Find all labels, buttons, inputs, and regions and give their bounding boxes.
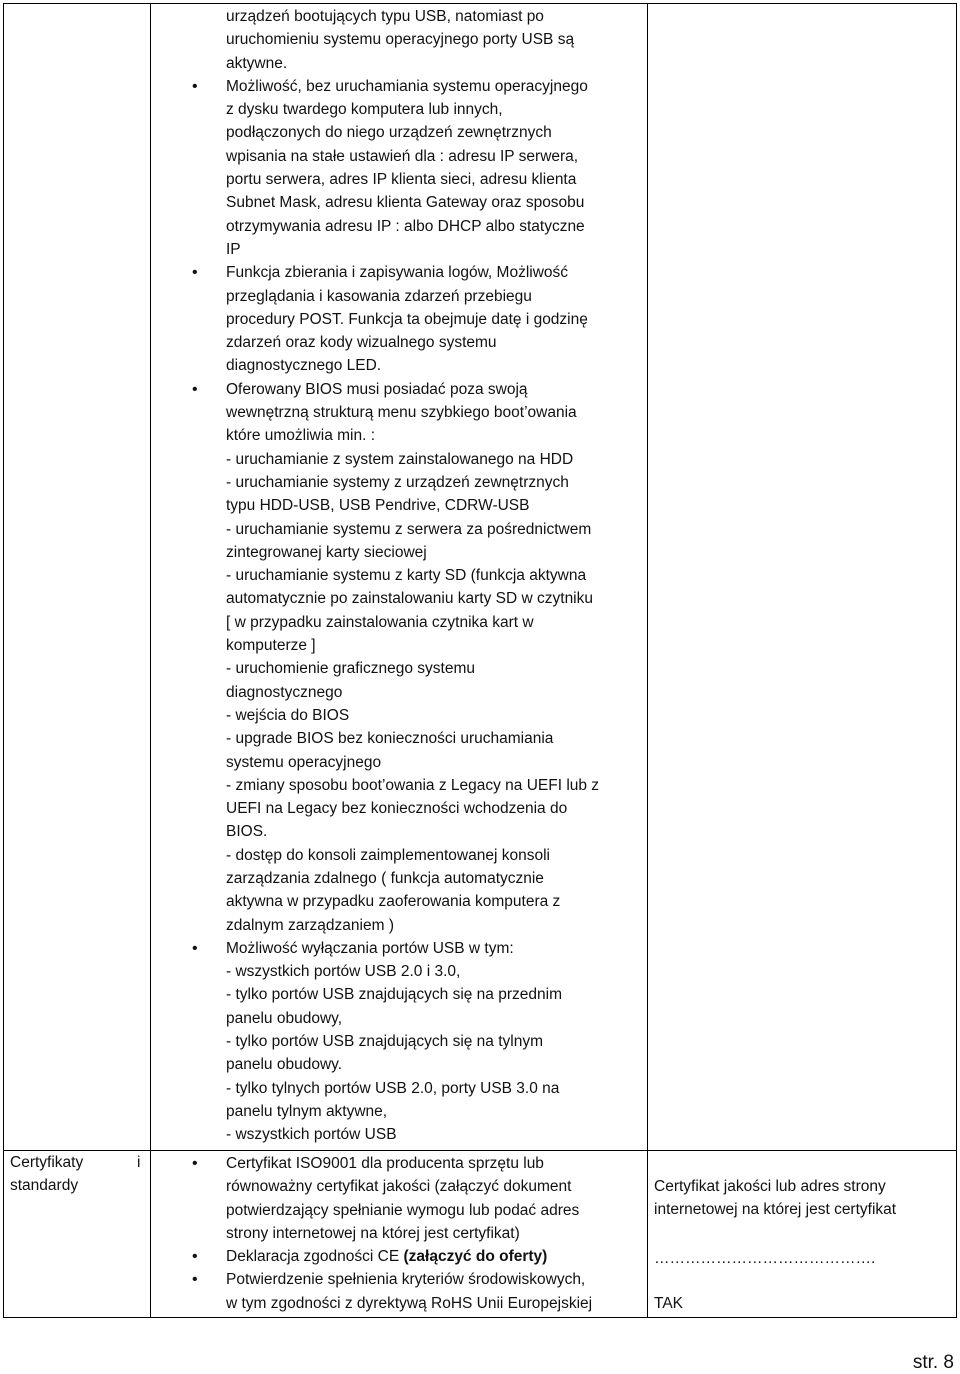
row2-response: Certyfikat jakości lub adres strony internetowej na której jest certyfikat bbox=[654, 1178, 897, 1219]
bullet-dot-icon: • bbox=[192, 380, 198, 398]
response-placeholder-dots: ……………………………………. bbox=[654, 1250, 876, 1267]
bullet-usb-disable: • Możliwość wyłączania portów USB w tym: - wszystkich portów USB 2.0 i 3.0, - tylko portów USB znajdujących się na przednim panelu obudowy, - tylko portów USB znajdujących się na tylnym panelu obudowy. - tylko tylnych portów USB 2.0, porty USB 3.0 na panelu tylnym aktywne, - wszystkich portów USB bbox=[226, 937, 642, 1147]
table-row-divider bbox=[3, 1150, 957, 1151]
row2-description bbox=[192, 1152, 642, 1315]
table-border-bottom bbox=[3, 1317, 957, 1318]
bullet-dot-icon: • bbox=[192, 77, 198, 95]
bullet-logs: • Funkcja zbierania i zapisywania logów, Możliwość przeglądania i kasowania zdarzeń przebiegu procedury POST. Funkcja ta obejmuje datę i godzinę zdarzeń oraz kody wizualnego systemu diagnostycznego LED. bbox=[226, 261, 642, 377]
bullet-iso-certificate: • Certyfikat ISO9001 dla producenta sprzętu lub równoważny certyfikat jakości (załączyć dokument potwierdzający spełnianie wymogu lub podać adres strony internetowej na której jest certyfikat) bbox=[226, 1152, 642, 1245]
table-border-left bbox=[3, 3, 4, 1317]
page-number: str. 8 bbox=[912, 1352, 954, 1373]
bullet-boot-settings: • Możliwość, bez uruchamiania systemu operacyjnego z dysku twardego komputera lub innych, podłączonych do niego urządzeń zewnętrznych wpisania na stałe ustawień dla : adresu IP serwera, portu serwera, adres IP klienta sieci, adresu klienta Subnet Mask, adresu klienta Gateway oraz sposobu otrzymywania adresu IP : albo DHCP albo statyczne IP bbox=[226, 75, 642, 261]
table-border-top bbox=[3, 3, 957, 4]
bullet-bios-boot-menu: • Oferowany BIOS musi posiadać poza swoją wewnętrzną strukturą menu szybkiego boot’owania które umożliwia min. : - uruchamianie z system zainstalowanego na HDD - uruchamianie systemy z urządzeń zewnętrznych typu HDD-USB, USB Pendrive, CDRW-USB - uruchamianie systemu z serwera za pośrednictwem zintegrowanej karty sieciowej - uruchamianie systemu z karty SD (funkcja aktywna automatycznie po zainstalowaniu karty SD w czytniku [ w przypadku zainstalowania czytnika kart w komputerze ] - uruchomienie graficznego systemu diagnostycznego - wejścia do BIOS - upgrade BIOS bez konieczności uruchamiania systemu operacyjnego - zmiany sposobu boot’owania z Legacy na UEFI lub z UEFI na Legacy bez konieczności wchodzenia do BIOS. - dostęp do konsoli zaimplementowanej konsoli zarządzania zdalnego ( funkcja automatycznie aktywna w przypadku zaoferowania komputera z zdalnym zarządzaniem ) bbox=[226, 378, 642, 937]
row1-description bbox=[192, 5, 642, 1147]
intro-text: urządzeń bootujących typu USB, natomiast po uruchomieniu systemu operacyjnego porty USB są aktywne. bbox=[226, 8, 575, 72]
table-border-col1 bbox=[150, 3, 151, 1317]
bullet-dot-icon: • bbox=[192, 264, 198, 282]
row2-label: Certyfikaty standardy bbox=[10, 1154, 84, 1195]
bullet-dot-icon: • bbox=[192, 1271, 198, 1289]
bullet-dot-icon: • bbox=[192, 1155, 198, 1172]
bullet-dot-icon: • bbox=[192, 1248, 198, 1266]
row2-label-conjunction: i bbox=[137, 1154, 141, 1171]
bullet-environmental: • Potwierdzenie spełnienia kryteriów środowiskowych, w tym zgodności z dyrektywą RoHS Unii Europejskiej bbox=[226, 1268, 642, 1315]
response-tak: TAK bbox=[654, 1295, 683, 1312]
table-border-col2 bbox=[647, 3, 648, 1317]
bullet-dot-icon: • bbox=[192, 939, 198, 957]
bullet-ce-declaration: • Deklaracja zgodności CE (załączyć do oferty) bbox=[226, 1245, 642, 1268]
table-border-right bbox=[956, 3, 957, 1317]
